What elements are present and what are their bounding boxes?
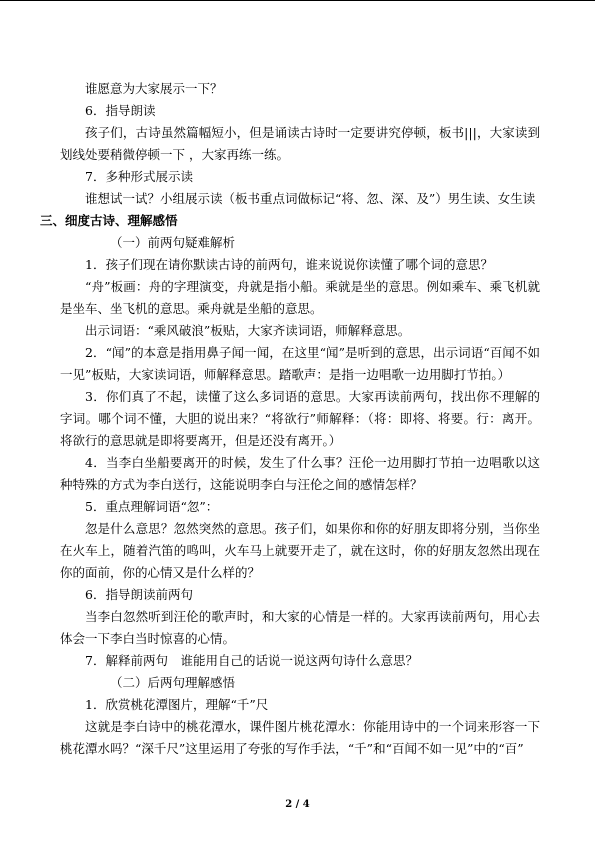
paragraph: “舟”板画：舟的字理演变，舟就是指小船。乘就是坐的意思。例如乘车、乘飞机就是坐车、坐飞机的意思。乘舟就是坐船的意思。 — [60, 279, 540, 316]
paragraph: 谁想试一试？小组展示读（板书重点词做标记“将、忽、深、及”）男生读、女生读 — [85, 191, 536, 206]
paragraph: 4．当李白坐船要离开的时候，发生了什么事？汪伦一边用脚打节拍一边唱歌以这种特殊的方式为李白送行，这能说明李白与汪伦之间的感情怎样？ — [60, 455, 540, 492]
paragraph: 5．重点理解词语“忽”： — [85, 499, 219, 514]
paragraph: 7．多种形式展示读 — [85, 169, 193, 184]
page-number: 2 / 4 — [285, 799, 310, 810]
paragraph: 出示词语：“乘风破浪”板贴，大家齐读词语，师解释意思。 — [85, 323, 411, 338]
paragraph: 6．指导朗读前两句 — [85, 587, 193, 602]
paragraph: 谁愿意为大家展示一下？ — [85, 81, 223, 96]
section-heading: 三、细度古诗、理解感悟 — [40, 213, 178, 228]
paragraph: 孩子们，古诗虽然篇幅短小，但是诵读古诗时一定要讲究停顿，板书|||，大家读到划线处要稍微停顿一下 ，大家再练一练。 — [60, 125, 540, 162]
paragraph: 2．“闻”的本意是指用鼻子闻一闻，在这里“闻”是听到的意思，出示词语“百闻不如一见”板贴，大家读词语，师解释意思。踏歌声：是指一边唱歌一边用脚打节拍。） — [60, 345, 540, 382]
paragraph: 1．孩子们现在请你默读古诗的前两句，谁来说说你读懂了哪个词的意思？ — [85, 257, 493, 272]
paragraph: 这就是李白诗中的桃花潭水，课件图片桃花潭水：你能用诗中的一个词来形容一下桃花潭水吗？“深千尺”这里运用了夸张的写作手法，“千”和“百闻不如一见”中的“百” — [60, 719, 540, 756]
paragraph: 3．你们真了不起，读懂了这么多词语的意思。大家再读前两句，找出你不理解的字词。哪个词不懂，大胆的说出来？“将欲行”师解释：（将：即将、将要。行：离开。将欲行的意思就是即将要离开，但是还没有离开。） — [60, 389, 540, 448]
header-rule — [0, 0, 595, 1]
paragraph: 1．欣赏桃花潭图片，理解“千”尺 — [85, 697, 269, 712]
subsection-heading: （二）后两句理解感悟 — [110, 675, 236, 690]
paragraph: 忽是什么意思？忽然突然的意思。孩子们，如果你和你的好朋友即将分别，当你坐在火车上，随着汽笛的鸣叫，火车马上就要开走了，就在这时，你的好朋友忽然出现在你的面前，你的心情又是什么样的？ — [60, 521, 540, 580]
paragraph: 当李白忽然听到汪伦的歌声时，和大家的心情是一样的。大家再读前两句，用心去体会一下李白当时惊喜的心情。 — [60, 609, 540, 646]
paragraph: 7．解释前两句 谁能用自己的话说一说这两句诗什么意思？ — [85, 653, 418, 668]
subsection-heading: （一）前两句疑难解析 — [110, 235, 236, 250]
document-body — [40, 78, 540, 760]
paragraph: 6．指导朗读 — [85, 103, 156, 118]
